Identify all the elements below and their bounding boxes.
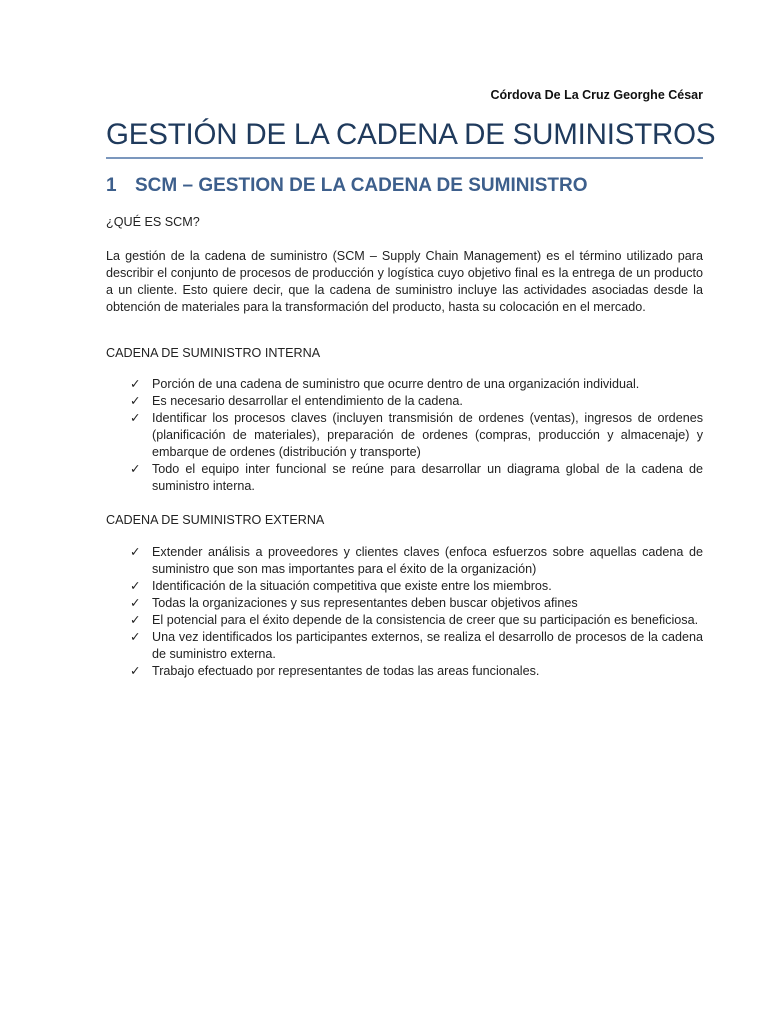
check-icon: ✓: [130, 377, 141, 391]
check-icon: ✓: [130, 462, 141, 476]
list-item-text: Trabajo efectuado por representantes de todas las areas funcionales.: [152, 664, 540, 678]
document-title: GESTIÓN DE LA CADENA DE SUMINISTROS: [106, 118, 716, 151]
title-divider: [106, 157, 703, 159]
list-item-text: Es necesario desarrollar el entendimiento de la cadena.: [152, 394, 463, 408]
check-icon: ✓: [130, 579, 141, 593]
check-icon: ✓: [130, 411, 141, 425]
list-item: [106, 393, 703, 410]
author-name: Córdova De La Cruz Georghe César: [490, 88, 703, 102]
list-item: [106, 578, 703, 595]
list-item: [106, 629, 703, 663]
list-item: [106, 410, 703, 461]
list-item-text: Una vez identificados los participantes externos, se realiza el desarrollo de procesos de la cadena de suministro externa.: [152, 630, 703, 661]
list-item-text: El potencial para el éxito depende de la consistencia de creer que su participación es beneficiosa.: [152, 613, 699, 627]
check-icon: ✓: [130, 394, 141, 408]
list-item: [106, 461, 703, 495]
section-heading: [106, 175, 588, 197]
list-item: [106, 663, 703, 680]
list-item: [106, 544, 703, 578]
check-icon: ✓: [130, 596, 141, 610]
check-icon: ✓: [130, 630, 141, 644]
list-item-text: Extender análisis a proveedores y clientes claves (enfoca esfuerzos sobre aquellas cadena de suministro que son mas importantes para el éxito de la organización): [152, 545, 703, 576]
question-heading: ¿QUÉ ES SCM?: [106, 215, 200, 229]
list-item: [106, 376, 703, 393]
list-item-text: Todas la organizaciones y sus representantes deben buscar objetivos afines: [152, 596, 578, 610]
intro-paragraph: La gestión de la cadena de suministro (SCM – Supply Chain Management) es el término utilizado para describir el conjunto de procesos de producción y logística cuyo objetivo final es la entrega de un producto a un cliente. Esto quiere decir, que la cadena de suministro incluye las actividades asociadas desde la obtención de materiales para la transformación del producto, hasta su colocación en el mercado.: [106, 249, 703, 314]
list-item: [106, 595, 703, 612]
check-icon: ✓: [130, 664, 141, 678]
section-title: SCM – GESTION DE LA CADENA DE SUMINISTRO: [135, 175, 588, 196]
section-number: 1: [106, 175, 117, 196]
list-item-text: Identificar los procesos claves (incluyen transmisión de ordenes (ventas), ingresos de ordenes (planificación de materiales), preparación de ordenes (compras, producción y almacenaje) y embarque de ordenes (distribución y transporte): [152, 411, 703, 459]
externa-list: [106, 544, 703, 680]
interna-list: [106, 376, 703, 495]
list-item-text: Porción de una cadena de suministro que ocurre dentro de una organización individual.: [152, 377, 640, 391]
check-icon: ✓: [130, 613, 141, 627]
list-item: [106, 612, 703, 629]
list-item-text: Todo el equipo inter funcional se reúne para desarrollar un diagrama global de la cadena de suministro interna.: [152, 462, 703, 493]
list-item-text: Identificación de la situación competitiva que existe entre los miembros.: [152, 579, 552, 593]
check-icon: ✓: [130, 545, 141, 559]
interna-heading: CADENA DE SUMINISTRO INTERNA: [106, 346, 321, 360]
externa-heading: CADENA DE SUMINISTRO EXTERNA: [106, 513, 325, 527]
